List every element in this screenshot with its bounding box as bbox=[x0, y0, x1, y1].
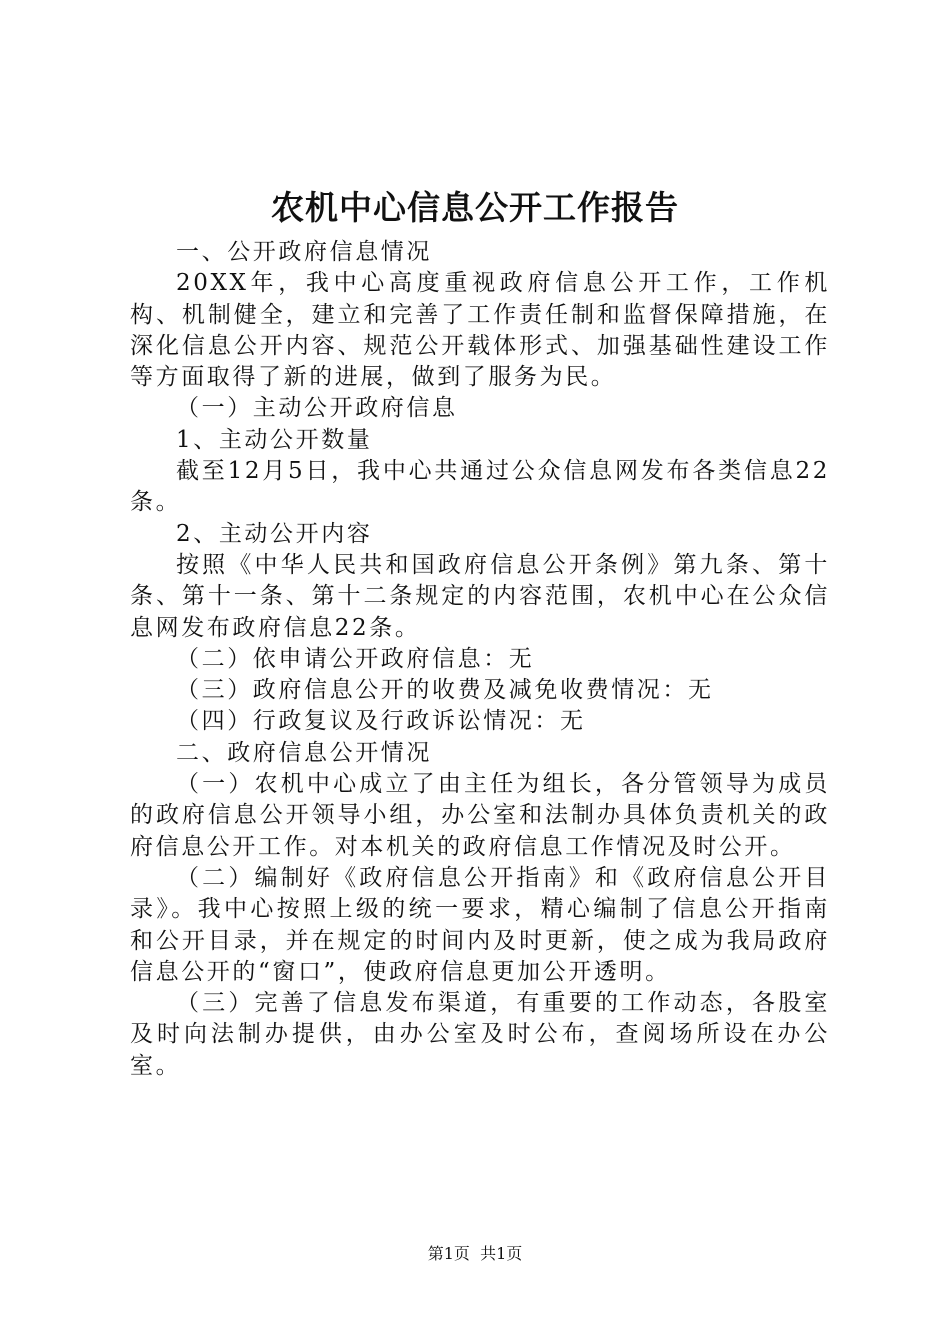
body-paragraph: 20XX年，我中心高度重视政府信息公开工作，工作机构、机制健全，建立和完善了工作责任制和监督保障措施，在深化信息公开内容、规范公开载体形式、加强基础性建设工作等方面取得了新的进展，做到了服务为民。 bbox=[130, 270, 830, 391]
body-paragraph: （一）农机中心成立了由主任为组长，各分管领导为成员的政府信息公开领导小组，办公室和法制办具体负责机关的政府信息公开工作。对本机关的政府信息工作情况及时公开。 bbox=[130, 771, 830, 860]
page-footer: 第1页 共1页 bbox=[427, 1244, 523, 1263]
item-heading: 2、主动公开内容 bbox=[176, 520, 373, 547]
body-paragraph: （三）完善了信息发布渠道，有重要的工作动态，各股室及时向法制办提供，由办公室及时公布，查阅场所设在办公室。 bbox=[130, 990, 830, 1079]
section-heading-2: 二、政府信息公开情况 bbox=[176, 739, 432, 766]
body-paragraph: 按照《中华人民共和国政府信息公开条例》第九条、第十条、第十一条、第十二条规定的内容范围，农机中心在公众信息网发布政府信息22条。 bbox=[130, 551, 830, 641]
body-paragraph: 截至12月5日，我中心共通过公众信息网发布各类信息22条。 bbox=[130, 458, 830, 516]
body-paragraph: （二）编制好《政府信息公开指南》和《政府信息公开目录》。我中心按照上级的统一要求，精心编制了信息公开指南和公开目录，并在规定的时间内及时更新，使之成为我局政府信息公开的“窗口”，使政府信息更加公开透明。 bbox=[130, 864, 830, 985]
subsection-heading: （四）行政复议及行政诉讼情况：无 bbox=[176, 708, 586, 735]
page-title: 农机中心信息公开工作报告 bbox=[271, 188, 679, 227]
subsection-heading: （二）依申请公开政府信息：无 bbox=[176, 645, 535, 672]
item-heading: 1、主动公开数量 bbox=[176, 426, 373, 453]
document-body bbox=[130, 237, 830, 1082]
section-heading-1: 一、公开政府信息情况 bbox=[176, 239, 432, 265]
subsection-heading: （一）主动公开政府信息 bbox=[176, 395, 458, 422]
subsection-heading: （三）政府信息公开的收费及减免收费情况：无 bbox=[176, 677, 714, 704]
